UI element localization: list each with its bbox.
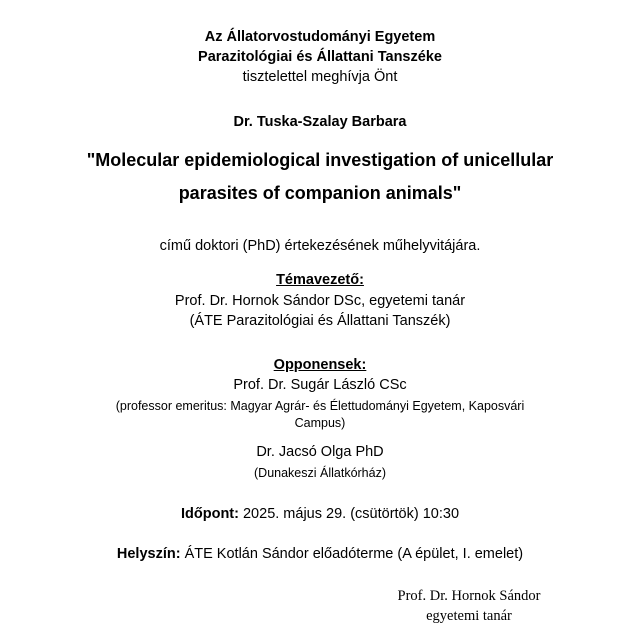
opponent-1-name: Prof. Dr. Sugár László CSc — [233, 377, 407, 393]
thesis-title-line-1: "Molecular epidemiological investigation of unicellular — [86, 150, 554, 170]
opponent-1-affiliation-line-1: (professor emeritus: Magyar Agrár- és Élettudományi Egyetem, Kaposvári — [115, 399, 525, 413]
thesis-title-line-2: parasites of companion animals" — [178, 183, 462, 203]
institution-line-1: Az Állatorvostudományi Egyetem — [204, 29, 436, 45]
opponent-2-affiliation: (Dunakeszi Állatkórház) — [254, 466, 386, 480]
opponent-1-affiliation-line-2: Campus) — [294, 416, 346, 430]
event-type: című doktori (PhD) értekezésének műhelyvitájára. — [159, 238, 481, 254]
candidate-name: Dr. Tuska-Szalay Barbara — [233, 114, 407, 130]
opponents-label: Opponensek: — [273, 357, 367, 373]
supervisor-label: Témavezető: — [276, 272, 364, 288]
time-label: Időpont: — [180, 506, 239, 522]
time-row — [0, 506, 640, 522]
signature-role: egyetemi tanár — [426, 608, 512, 624]
location-row — [0, 546, 640, 562]
location-label: Helyszín: — [116, 546, 181, 562]
location-value: ÁTE Kotlán Sándor előadóterme (A épület, I. emelet) — [180, 546, 524, 562]
invitation-text: tisztelettel meghívja Önt — [242, 69, 398, 85]
supervisor-affiliation: (ÁTE Parazitológiai és Állattani Tanszék) — [189, 313, 451, 329]
opponent-2-name: Dr. Jacsó Olga PhD — [256, 444, 384, 460]
institution-line-2: Parazitológiai és Állattani Tanszéke — [198, 49, 442, 65]
signature-name: Prof. Dr. Hornok Sándor — [397, 588, 541, 604]
supervisor-name: Prof. Dr. Hornok Sándor DSc, egyetemi tanár — [174, 293, 466, 309]
time-value: 2025. május 29. (csütörtök) 10:30 — [238, 506, 460, 522]
